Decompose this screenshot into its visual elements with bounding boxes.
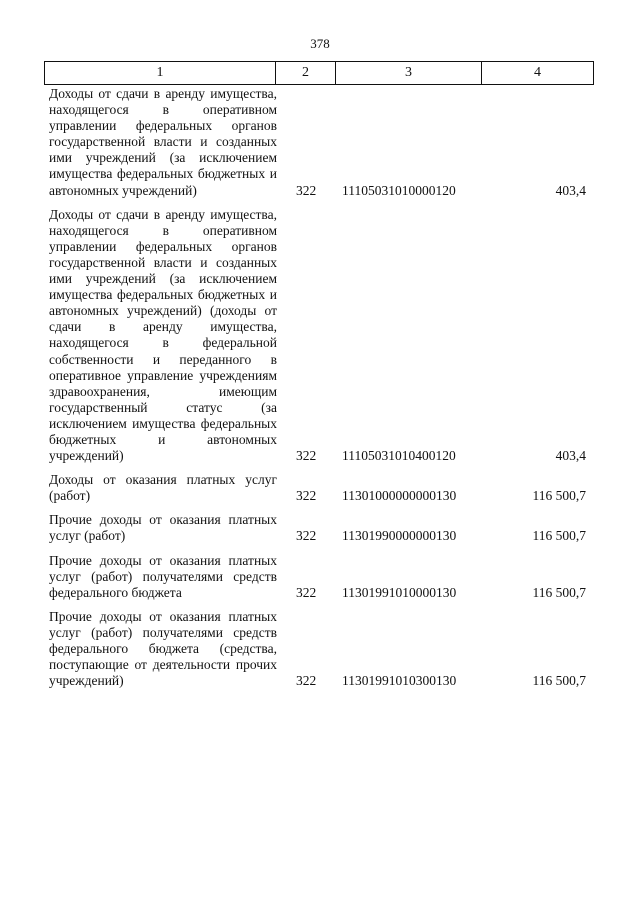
row-amount: 403,4 [555,182,586,198]
column-header-4: 4 [482,62,594,85]
column-header-table [44,61,594,85]
column-header-row [45,62,594,85]
table-row [0,86,640,199]
row-description: Прочие доходы от оказания платных услуг (работ) получателями средств федерального бюджета (средства, поступающие от деятельности прочих учреждений) [49,608,277,689]
table-row [0,472,640,504]
row-amount: 116 500,7 [532,584,586,600]
page-number: 378 [310,36,330,51]
row-description: Прочие доходы от оказания платных услуг (работ) получателями средств федерального бюджета [49,552,277,600]
row-budget-code: 11105031010400120 [342,448,456,464]
row-admin-code: 322 [296,448,317,464]
column-header-1: 1 [45,62,276,85]
row-budget-code: 11105031010000120 [342,182,456,198]
row-description: Доходы от сдачи в аренду имущества, находящегося в оперативном управлении федеральных органов государственной власти и созданных ими учреждений (за исключением имущества федеральных бюджетных и автономных учреждений) [49,86,277,198]
row-admin-code: 322 [296,182,317,198]
table-row [0,609,640,689]
row-amount: 116 500,7 [532,528,586,544]
table-row [0,207,640,465]
row-admin-code: 322 [296,488,317,504]
row-amount: 116 500,7 [532,673,586,689]
column-header-3: 3 [336,62,482,85]
row-admin-code: 322 [296,673,317,689]
table-row [0,553,640,601]
row-budget-code: 11301990000000130 [342,528,457,544]
row-description: Прочие доходы от оказания платных услуг (работ) [49,512,277,544]
row-budget-code: 11301991010000130 [342,584,457,600]
row-description: Доходы от оказания платных услуг (работ) [49,472,277,504]
table-row [0,512,640,544]
row-amount: 403,4 [555,448,586,464]
row-admin-code: 322 [296,584,317,600]
row-description: Доходы от сдачи в аренду имущества, находящегося в оперативном управлении федеральных органов государственной власти и созданных ими учреждений (за исключением имущества федеральных бюджетных и автономных учреждений) (доходы от сдачи в аренду имущества, находящегося в федеральной собственности и переданного в оперативное управление учреждениям здравоохранения, имеющим государственный статус (за исключением имущества федеральных бюджетных и автономных учреждений) [49,206,277,464]
row-budget-code: 11301000000000130 [342,488,457,504]
column-header-2: 2 [276,62,336,85]
row-budget-code: 11301991010300130 [342,673,457,689]
row-amount: 116 500,7 [532,488,586,504]
row-admin-code: 322 [296,528,317,544]
income-rows [0,86,640,697]
